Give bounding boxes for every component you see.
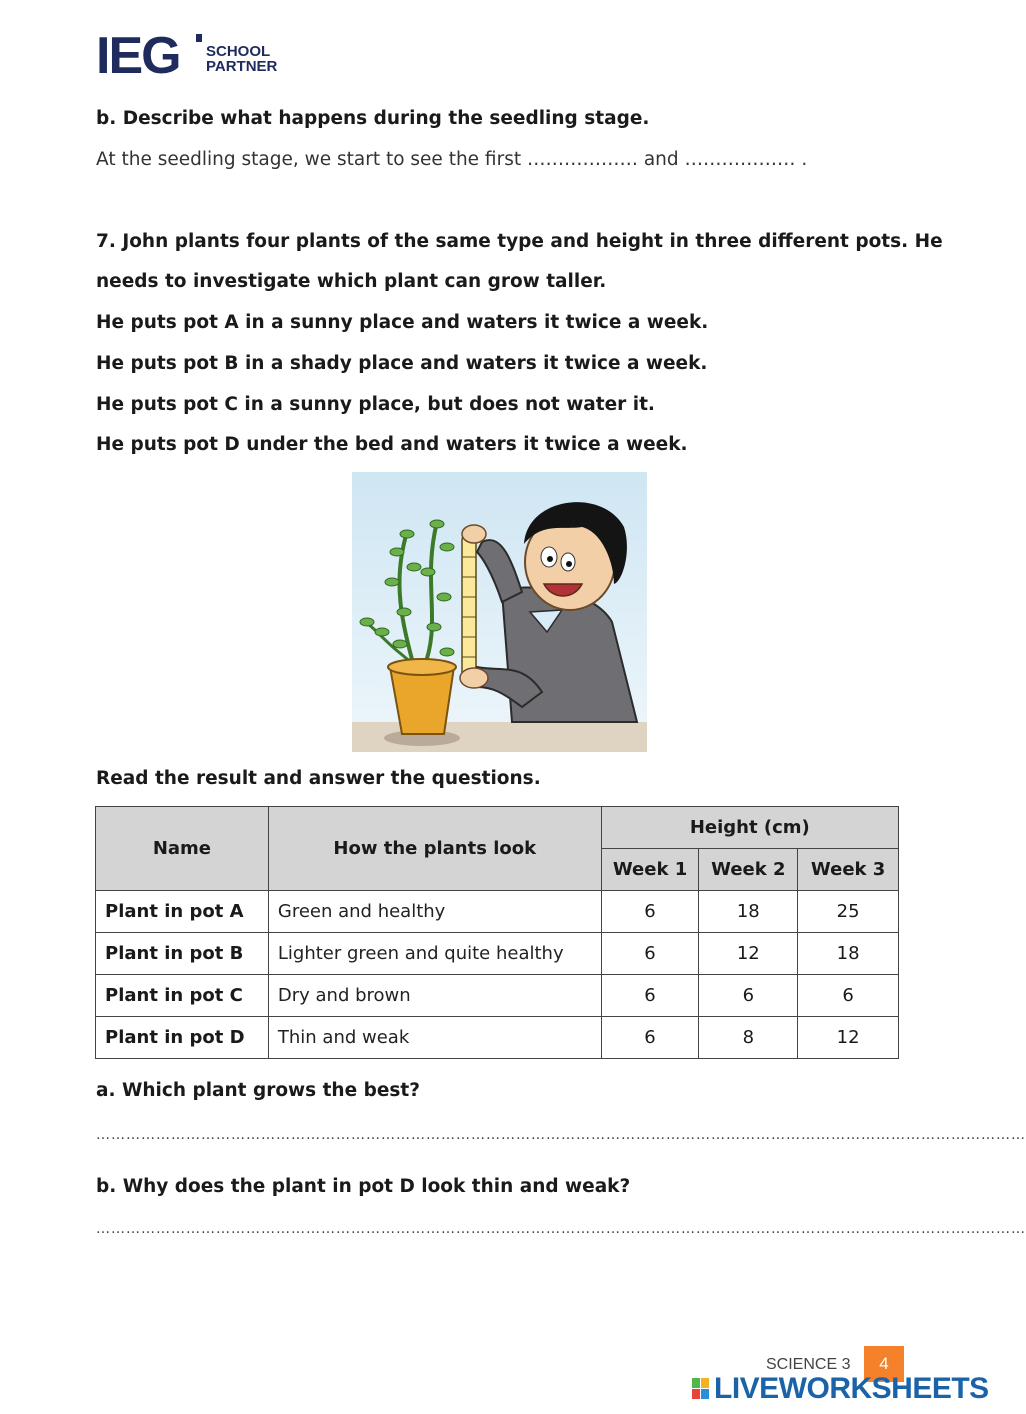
row-look: Green and healthy (268, 891, 601, 933)
header-height: Height (cm) (601, 807, 898, 849)
row-week-1: 6 (601, 1017, 699, 1059)
row-week-3: 25 (798, 891, 899, 933)
row-week-1: 6 (601, 975, 699, 1017)
condition-pot-b: He puts pot B in a shady place and waters it twice a week. (96, 353, 708, 374)
row-look: Dry and brown (268, 975, 601, 1017)
logo-tick-mark (196, 34, 202, 42)
question-7-intro-line1: 7. John plants four plants of the same type and height in three different pots. He (96, 231, 943, 252)
logo-line2: PARTNER (206, 58, 278, 75)
row-look: Lighter green and quite healthy (268, 933, 601, 975)
header-week-3: Week 3 (798, 849, 899, 891)
liveworksheets-logo-icon (692, 1378, 710, 1400)
row-week-1: 6 (601, 891, 699, 933)
question-a: a. Which plant grows the best? (96, 1080, 420, 1101)
question-6b: b. Describe what happens during the seedling stage. (96, 108, 650, 129)
results-table (95, 806, 899, 1059)
row-week-3: 6 (798, 975, 899, 1017)
row-name: Plant in pot A (96, 891, 269, 933)
condition-pot-d: He puts pot D under the bed and waters it twice a week. (96, 434, 688, 455)
row-week-3: 18 (798, 933, 899, 975)
seedling-answer-line: At the seedling stage, we start to see the first ……………… and ……………… . (96, 149, 808, 170)
row-week-3: 12 (798, 1017, 899, 1059)
liveworksheets-wordmark: LIVEWORKSHEETS (714, 1372, 989, 1405)
table-row (96, 891, 899, 933)
row-name: Plant in pot B (96, 933, 269, 975)
answer-field-b[interactable]: …………………………………………………………………………………………………………………………………………………………………… (96, 1221, 1026, 1237)
header-how-plants-look: How the plants look (268, 807, 601, 891)
row-name: Plant in pot C (96, 975, 269, 1017)
table-row (96, 1017, 899, 1059)
row-name: Plant in pot D (96, 1017, 269, 1059)
logo-line1: SCHOOL (206, 43, 271, 60)
header-name: Name (96, 807, 269, 891)
logo-subtitle (206, 44, 277, 74)
table-row (96, 933, 899, 975)
condition-pot-a: He puts pot A in a sunny place and waters it twice a week. (96, 312, 709, 333)
row-look: Thin and weak (268, 1017, 601, 1059)
row-week-1: 6 (601, 933, 699, 975)
question-7-intro-line2: needs to investigate which plant can grow taller. (96, 271, 607, 292)
row-week-2: 8 (699, 1017, 798, 1059)
table-instruction: Read the result and answer the questions. (96, 768, 541, 789)
row-week-2: 18 (699, 891, 798, 933)
boy-measuring-plant-illustration (352, 472, 647, 752)
answer-field-a[interactable]: …………………………………………………………………………………………………………………………………………………………………… (96, 1127, 1026, 1143)
row-week-2: 6 (699, 975, 798, 1017)
row-week-2: 12 (699, 933, 798, 975)
question-b: b. Why does the plant in pot D look thin and weak? (96, 1176, 631, 1197)
logo-main: IEG (96, 27, 180, 85)
page-number-badge: 4 (864, 1346, 904, 1382)
header-week-2: Week 2 (699, 849, 798, 891)
condition-pot-c: He puts pot C in a sunny place, but does not water it. (96, 394, 655, 415)
footer-subject: SCIENCE 3 (766, 1356, 851, 1373)
header-week-1: Week 1 (601, 849, 699, 891)
table-row (96, 975, 899, 1017)
